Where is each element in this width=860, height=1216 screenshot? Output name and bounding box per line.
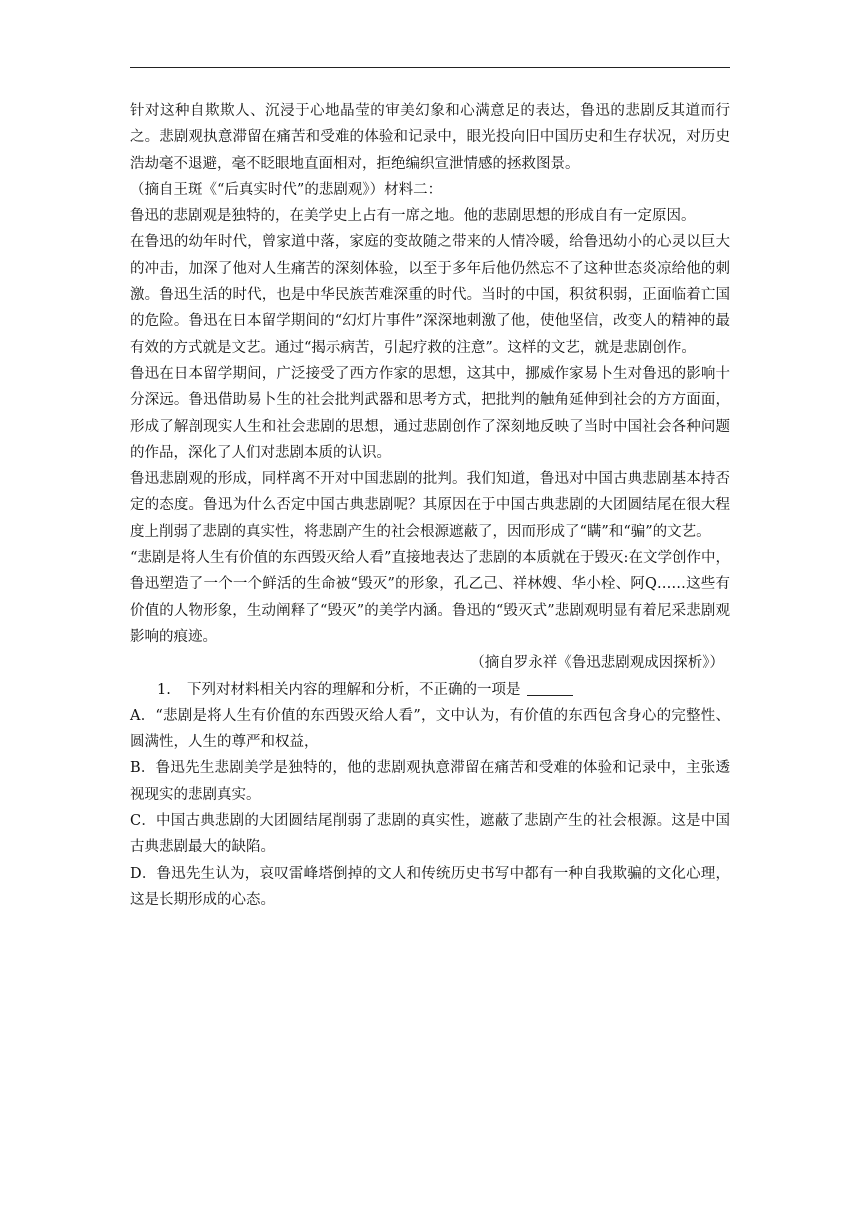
answer-blank[interactable]	[527, 681, 573, 696]
option-c[interactable]: C．中国古典悲剧的大团圆结尾削弱了悲剧的真实性，遮蔽了悲剧产生的社会根源。这是中国古典悲剧最大的缺陷。	[130, 813, 730, 856]
source-citation: （摘自罗永祥《鲁迅悲剧观成因探析》）	[470, 655, 724, 672]
option-a[interactable]: A．“悲剧是将人生有价值的东西毁灭给人看”，文中认为，有价值的东西包含身心的完整性、圆满性，人生的尊严和权益，	[130, 707, 730, 751]
option-b[interactable]: B．鲁迅先生悲剧美学是独特的，他的悲剧观执意滞留在痛苦和受难的体验和记录中，主张透视现实的悲剧真实。	[130, 760, 730, 803]
header-rule	[130, 67, 730, 68]
citation-material-two: （摘自王斑《“后真实时代”的悲剧观》）材料二：	[130, 181, 443, 198]
question-number: 1.	[157, 681, 171, 698]
paragraph-ibsen: 鲁迅在日本留学期间，广泛接受了西方作家的思想，这其中，挪威作家易卜生对鲁迅的影响十分深远。鲁迅借助易卜生的社会批判武器和思考方式，把批判的触角延伸到社会的方方面面，形成了解剖现实人生和社会悲剧的思想，通过悲剧创作了深刻地反映了当时中国社会各种问题的作品，深化了人们对悲剧本质的认识。	[130, 365, 730, 461]
paragraph-thesis: 鲁迅的悲剧观是独特的，在美学史上占有一席之地。他的悲剧思想的形成自有一定原因。	[130, 208, 696, 225]
question-text: 下列对材料相关内容的理解和分析，不正确的一项是	[187, 681, 521, 698]
question-stem	[130, 677, 730, 703]
paragraph-intro: 针对这种自欺欺人、沉浸于心地晶莹的审美幻象和心满意足的表达，鲁迅的悲剧反其道而行之。悲剧观执意滞留在痛苦和受难的体验和记录中，眼光投向旧中国历史和生存状况，对历史浩劫毫不退避，毫不眨眼地直面相对，拒绝编织宣泄情感的拯救图景。	[130, 103, 730, 172]
option-d[interactable]: D．鲁迅先生认为，哀叹雷峰塔倒掉的文人和传统历史书写中都有一种自我欺骗的文化心理，这是长期形成的心态。	[130, 865, 730, 908]
paragraph-childhood: 在鲁迅的幼年时代，曾家道中落，家庭的变故随之带来的人情冷暖，给鲁迅幼小的心灵以巨大的冲击，加深了他对人生痛苦的深刻体验，以至于多年后他仍然忘不了这种世态炎凉给他的刺激。鲁迅生活的时代，也是中华民族苦难深重的时代。当时的中国，积贫积弱，正面临着亡国的危险。鲁迅在日本留学期间的“幻灯片事件”深深地刺激了他，使他坚信，改变人的精神的最有效的方式就是文艺。通过“揭示病苦，引起疗救的注意”。这样的文艺，就是悲剧创作。	[130, 234, 730, 356]
paragraph-destruction: “悲剧是将人生有价值的东西毁灭给人看”直接地表达了悲剧的本质就在于毁灭:在文学创作中，鲁迅塑造了一个一个鲜活的生命被“毁灭”的形象，孔乙己、祥林嫂、华小栓、阿Q……这些有价值的人物形象，生动阐释了“毁灭”的美学内涵。鲁迅的“毁灭式”悲剧观明显有着尼采悲剧观影响的痕迹。	[130, 550, 730, 645]
paragraph-classical-tragedy: 鲁迅悲剧观的形成，同样离不开对中国悲剧的批判。我们知道，鲁迅对中国古典悲剧基本持否定的态度。鲁迅为什么否定中国古典悲剧呢？其原因在于中国古典悲剧的大团圆结尾在很大程度上削弱了悲剧的真实性，将悲剧产生的社会根源遮蔽了，因而形成了“瞒”和“骗”的文艺。	[130, 471, 730, 540]
document-body	[130, 98, 730, 913]
